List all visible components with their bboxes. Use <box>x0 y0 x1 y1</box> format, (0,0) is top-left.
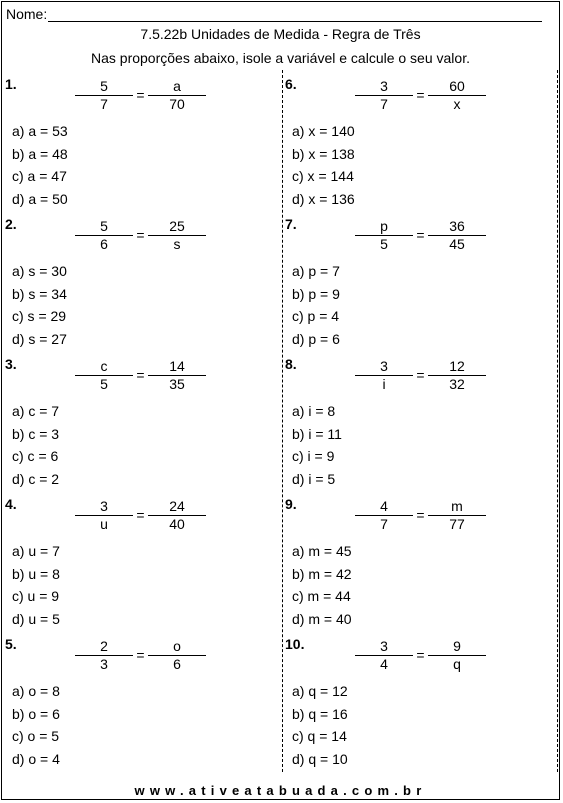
option[interactable]: c) o = 5 <box>12 728 60 744</box>
option[interactable]: d) i = 5 <box>292 470 336 487</box>
name-line[interactable] <box>48 8 542 22</box>
answer-options <box>12 540 60 630</box>
footer-website: www.ativeatabuada.com.br <box>134 783 427 798</box>
problem-7 <box>282 210 552 350</box>
option[interactable]: c) i = 9 <box>292 448 335 464</box>
fraction-right <box>148 638 206 673</box>
fraction-right <box>428 358 486 393</box>
denominator: q <box>453 656 461 672</box>
answer-options <box>292 400 342 490</box>
option[interactable]: a) o = 8 <box>12 683 60 699</box>
numerator: p <box>355 218 413 236</box>
problem-10 <box>282 630 552 770</box>
numerator: 24 <box>148 498 206 516</box>
fraction-left <box>75 78 133 113</box>
equals-sign: = <box>136 227 145 243</box>
denominator: 70 <box>169 96 185 112</box>
equals-sign: = <box>416 507 425 523</box>
option[interactable]: c) m = 44 <box>292 588 351 604</box>
problem-number: 1. <box>5 76 17 92</box>
problem-number: 9. <box>285 496 297 512</box>
option[interactable]: b) i = 11 <box>292 425 342 442</box>
problem-6 <box>282 70 552 210</box>
denominator: 6 <box>100 236 108 252</box>
fraction-left <box>75 218 133 253</box>
denominator: 32 <box>449 376 465 392</box>
numerator: o <box>148 638 206 656</box>
name-row <box>6 6 542 22</box>
denominator: 4 <box>380 656 388 672</box>
option[interactable]: d) q = 10 <box>292 750 348 767</box>
problem-2 <box>2 210 272 350</box>
option[interactable]: a) x = 140 <box>292 123 355 139</box>
option[interactable]: a) m = 45 <box>292 543 352 559</box>
option[interactable]: b) m = 42 <box>292 565 352 582</box>
fraction-left <box>355 218 413 253</box>
denominator: i <box>382 376 386 392</box>
answer-options <box>12 400 59 490</box>
equals-sign: = <box>416 87 425 103</box>
equals-sign: = <box>136 367 145 383</box>
option[interactable]: d) m = 40 <box>292 610 352 627</box>
answer-options <box>12 680 60 770</box>
fraction-right <box>428 638 486 673</box>
option[interactable]: c) c = 6 <box>12 448 59 464</box>
option[interactable]: b) x = 138 <box>292 145 355 162</box>
numerator: c <box>75 358 133 376</box>
worksheet-title: 7.5.22b Unidades de Medida - Regra de Três <box>140 26 421 42</box>
option[interactable]: d) p = 6 <box>292 330 340 347</box>
fraction-left <box>355 638 413 673</box>
numerator: 9 <box>428 638 486 656</box>
denominator: u <box>100 516 108 532</box>
fraction-left <box>355 358 413 393</box>
answer-options <box>292 260 340 350</box>
option[interactable]: b) p = 9 <box>292 285 340 302</box>
numerator: 60 <box>428 78 486 96</box>
fraction-left <box>75 358 133 393</box>
option[interactable]: d) c = 2 <box>12 470 60 487</box>
answer-options <box>292 120 355 210</box>
option[interactable]: a) p = 7 <box>292 263 340 279</box>
option[interactable]: a) s = 30 <box>12 263 67 279</box>
numerator: 4 <box>355 498 413 516</box>
numerator: 3 <box>355 638 413 656</box>
denominator: 77 <box>449 516 465 532</box>
numerator: 12 <box>428 358 486 376</box>
equals-sign: = <box>136 647 145 663</box>
numerator: m <box>428 498 486 516</box>
problem-5 <box>2 630 272 770</box>
problem-1 <box>2 70 272 210</box>
denominator: s <box>173 236 181 252</box>
option[interactable]: d) a = 50 <box>12 190 68 207</box>
option[interactable]: d) u = 5 <box>12 610 60 627</box>
numerator: 3 <box>355 78 413 96</box>
equals-sign: = <box>136 87 145 103</box>
problem-number: 5. <box>5 636 17 652</box>
problem-number: 3. <box>5 356 17 372</box>
fraction-left <box>75 638 133 673</box>
option[interactable]: d) o = 4 <box>12 750 60 767</box>
right-border-dashed <box>557 70 558 772</box>
problem-9 <box>282 490 552 630</box>
fraction-left <box>355 498 413 533</box>
numerator: 5 <box>75 218 133 236</box>
numerator: 36 <box>428 218 486 236</box>
fraction-right <box>428 218 486 253</box>
problem-number: 6. <box>285 76 297 92</box>
numerator: 2 <box>75 638 133 656</box>
option[interactable]: c) p = 4 <box>292 308 340 324</box>
answer-options <box>292 540 352 630</box>
option[interactable]: c) q = 14 <box>292 728 347 744</box>
fraction-right <box>148 78 206 113</box>
instructions: Nas proporções abaixo, isole a variável e calcule o seu valor. <box>91 50 470 66</box>
denominator: 40 <box>169 516 185 532</box>
name-label: Nome: <box>6 6 48 22</box>
fraction-right <box>428 78 486 113</box>
denominator: 45 <box>449 236 465 252</box>
option[interactable]: c) x = 144 <box>292 168 354 184</box>
answer-options <box>12 120 68 210</box>
problem-3 <box>2 350 272 490</box>
denominator: 7 <box>380 516 388 532</box>
worksheet <box>1 1 560 800</box>
fraction-left <box>355 78 413 113</box>
equals-sign: = <box>416 227 425 243</box>
option[interactable]: a) u = 7 <box>12 543 60 559</box>
option[interactable]: c) s = 29 <box>12 308 67 324</box>
numerator: 3 <box>355 358 413 376</box>
option[interactable]: d) s = 27 <box>12 330 67 347</box>
option[interactable]: a) a = 53 <box>12 123 68 139</box>
numerator: 25 <box>148 218 206 236</box>
fraction-left <box>75 498 133 533</box>
option[interactable]: b) q = 16 <box>292 705 348 722</box>
problem-number: 10. <box>285 636 305 652</box>
fraction-right <box>148 218 206 253</box>
problem-number: 8. <box>285 356 297 372</box>
equals-sign: = <box>416 367 425 383</box>
option[interactable]: c) u = 9 <box>12 588 60 604</box>
answer-options <box>12 260 67 350</box>
denominator: 35 <box>169 376 185 392</box>
fraction-right <box>148 358 206 393</box>
option[interactable]: b) a = 48 <box>12 145 68 162</box>
problem-number: 7. <box>285 216 297 232</box>
problem-number: 4. <box>5 496 17 512</box>
denominator: 7 <box>100 96 108 112</box>
option[interactable]: a) i = 8 <box>292 403 336 419</box>
fraction-right <box>148 498 206 533</box>
numerator: 3 <box>75 498 133 516</box>
option[interactable]: b) o = 6 <box>12 705 60 722</box>
option[interactable]: b) u = 8 <box>12 565 60 582</box>
problem-number: 2. <box>5 216 17 232</box>
option[interactable]: d) x = 136 <box>292 190 355 207</box>
denominator: x <box>453 96 461 112</box>
denominator: 3 <box>100 656 108 672</box>
equals-sign: = <box>136 507 145 523</box>
fraction-right <box>428 498 486 533</box>
denominator: 5 <box>100 376 108 392</box>
numerator: 5 <box>75 78 133 96</box>
option[interactable]: a) c = 7 <box>12 403 60 419</box>
denominator: 7 <box>380 96 388 112</box>
equals-sign: = <box>416 647 425 663</box>
problem-4 <box>2 490 272 630</box>
option[interactable]: b) s = 34 <box>12 285 67 302</box>
option[interactable]: b) c = 3 <box>12 425 60 442</box>
denominator: 6 <box>173 656 181 672</box>
option[interactable]: a) q = 12 <box>292 683 348 699</box>
problem-8 <box>282 350 552 490</box>
numerator: a <box>148 78 206 96</box>
numerator: 14 <box>148 358 206 376</box>
answer-options <box>292 680 348 770</box>
option[interactable]: c) a = 47 <box>12 168 67 184</box>
denominator: 5 <box>380 236 388 252</box>
